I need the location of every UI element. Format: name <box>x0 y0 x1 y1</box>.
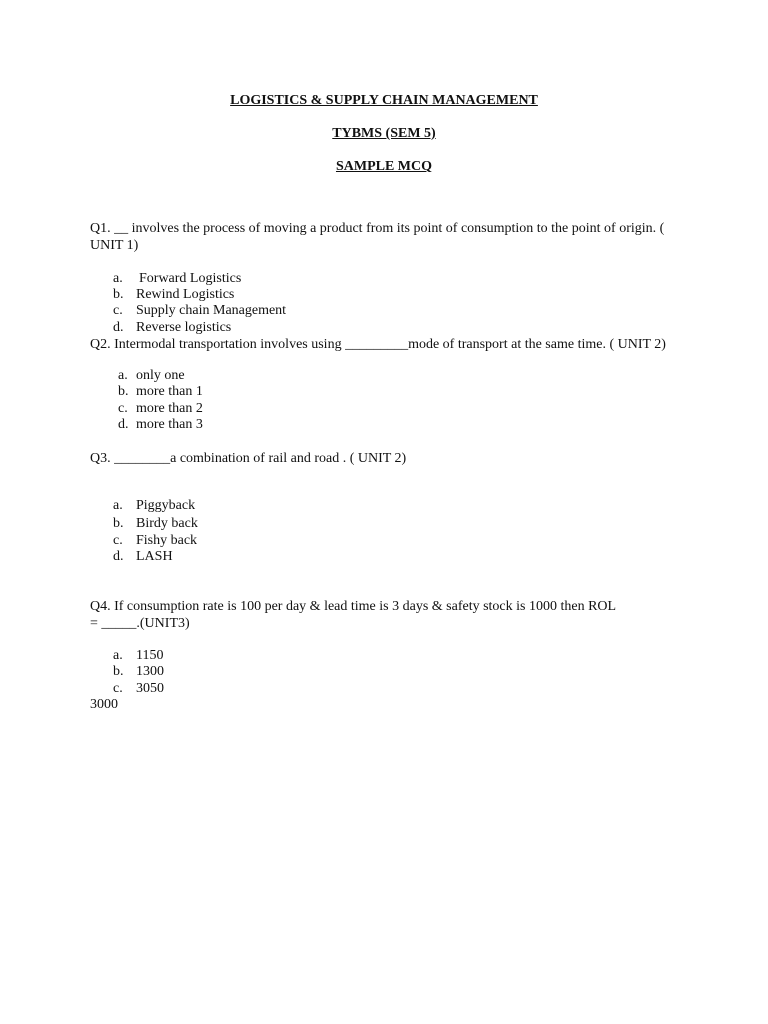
document-title: LOGISTICS & SUPPLY CHAIN MANAGEMENT <box>230 93 538 108</box>
option-letter: c. <box>113 533 123 548</box>
option-text: Forward Logistics <box>139 271 242 286</box>
option-letter: a. <box>113 498 123 513</box>
option-text: 1300 <box>136 664 164 679</box>
option-letter: c. <box>113 681 123 696</box>
option-text: more than 1 <box>136 384 203 399</box>
option-letter: c. <box>113 303 123 318</box>
option-letter: b. <box>113 516 124 531</box>
option-letter: c. <box>118 401 128 416</box>
option-text: only one <box>136 368 185 383</box>
option-text: more than 3 <box>136 417 203 432</box>
option-letter: d. <box>113 320 124 335</box>
option-letter: a. <box>118 368 128 383</box>
option-text: Piggyback <box>136 498 196 513</box>
option-text: 1150 <box>136 648 164 663</box>
option-letter: b. <box>113 664 124 679</box>
question-4-trailing-value: 3000 <box>90 697 118 712</box>
option-text: 3050 <box>136 681 164 696</box>
option-letter: a. <box>113 271 123 286</box>
option-text: Fishy back <box>136 533 198 548</box>
option-text: Rewind Logistics <box>136 287 235 302</box>
option-text: more than 2 <box>136 401 203 416</box>
option-text: Supply chain Management <box>136 303 287 318</box>
question-3: Q3. ________a combination of rail and road . ( UNIT 2) <box>90 451 407 466</box>
option-letter: d. <box>118 417 129 432</box>
option-text: LASH <box>136 549 173 564</box>
option-letter: d. <box>113 549 124 564</box>
option-letter: b. <box>113 287 124 302</box>
question-4: Q4. If consumption rate is 100 per day & lead time is 3 days & safety stock is 1000 then ROL = _____.(UNIT3) <box>90 599 616 631</box>
question-2: Q2. Intermodal transportation involves using _________mode of transport at the same time. ( UNIT 2) <box>90 337 666 352</box>
option-letter: a. <box>113 648 123 663</box>
section-title: SAMPLE MCQ <box>335 159 433 174</box>
option-letter: b. <box>118 384 129 399</box>
option-text: Birdy back <box>136 516 198 531</box>
document-subtitle: TYBMS (SEM 5) <box>332 126 436 141</box>
question-1: Q1. __ involves the process of moving a product from its point of consumption to the point of origin. ( UNIT 1) <box>90 221 665 253</box>
option-text: Reverse logistics <box>136 320 232 335</box>
